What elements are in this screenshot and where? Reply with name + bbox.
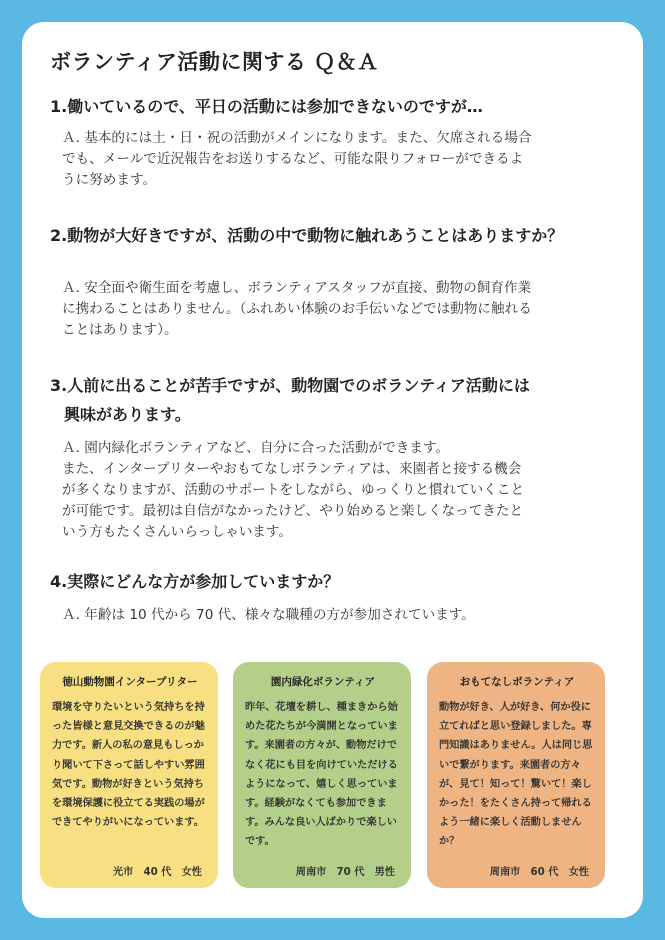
answer-1-line: でも、メールで近況報告をお送りするなど、可能な限りフォローができるよ	[62, 151, 524, 167]
testimonial-hospitality	[427, 662, 605, 888]
testimonial-body: 昨年、花壇を耕し、種まきから始めた花たちが今満開となっています。来園者の方々が、動物だけでなく花にも目を向けていただけるようになって、嬉しく思っています。経験がなくても参加できます。みんな良い人ばかりで楽しいです。	[245, 702, 398, 848]
question-3	[50, 371, 625, 429]
testimonial-signature: 周南市 60 代 女性	[489, 867, 589, 878]
answer-1	[62, 128, 627, 191]
testimonial-signature: 周南市 70 代 男性	[295, 867, 395, 878]
answer-1-line: Ａ. 基本的には土・日・祝の活動がメインになります。また、欠席される場合	[62, 130, 532, 146]
testimonial-heading: 徳山動物園インタープリター	[62, 676, 198, 688]
answer-2-line: に携わることはありません。（ふれあい体験のお手伝いなどでは動物に触れる	[62, 301, 532, 317]
answer-3	[62, 438, 627, 543]
question-1	[50, 92, 625, 121]
question-4	[50, 567, 625, 596]
testimonial-body: 動物が好き、人が好き、何か役に立てればと思い登録しました。専門知識はありません。人は同じ思いで繋がります。来園者の方々が、見て！知って！驚いて！楽しかった！をたくさん持って帰れるよう一緒に楽しく活動しませんか？	[439, 702, 593, 848]
question-2	[50, 221, 625, 250]
answer-4	[62, 605, 627, 626]
testimonial-greening	[233, 662, 411, 888]
answer-3-line: が多くなりますが、活動のサポートをしながら、ゆっくりと慣れていくこと	[62, 482, 525, 498]
question-3-line: 3.人前に出ることが苦手ですが、動物園でのボランティア活動には	[50, 376, 530, 395]
question-4-line: 4.実際にどんな方が参加していますか？	[50, 572, 340, 591]
question-1-line: 1.働いているので、平日の活動には参加できないのですが…	[50, 97, 483, 116]
answer-2	[62, 278, 627, 341]
answer-4-line: Ａ. 年齢は 10 代から 70 代、様々な職種の方が参加されています。	[62, 607, 475, 623]
answer-1-line: うに努めます。	[62, 172, 157, 188]
page-title: ボランティア活動に関する Ｑ＆Ａ	[50, 50, 379, 74]
answer-3-line: が可能です。最初は自信がなかったけど、やり始めると楽しくなってきたと	[62, 503, 524, 519]
testimonial-signature: 光市 40 代 女性	[112, 867, 202, 878]
answer-2-line: ことはあります）。	[62, 322, 178, 338]
testimonial-heading: 園内緑化ボランティア	[270, 676, 376, 688]
answer-3-line: Ａ. 園内緑化ボランティアなど、自分に合った活動ができます。	[62, 440, 450, 456]
testimonial-interpreter	[40, 662, 218, 888]
testimonial-body: 環境を守りたいという気持ちを持った皆様と意見交換できるのが魅力です。新人の私の意見もしっかり聞いて下さって話しやすい雰囲気です。動物が好きという気持ちを環境保護に役立てる実践の場ができてやりがいになっています。	[52, 702, 205, 829]
answer-2-line: Ａ. 安全面や衛生面を考慮し、ボランティアスタッフが直接、動物の飼育作業	[62, 280, 532, 296]
qa-card	[22, 22, 643, 918]
answer-3-line: また、インタープリターやおもてなしボランティアは、来園者と接する機会	[62, 461, 522, 477]
question-3-line: 興味があります。	[64, 405, 191, 424]
testimonial-heading: おもてなしボランティア	[459, 676, 575, 688]
question-2-line: 2.動物が大好きですが、活動の中で動物に触れあうことはありますか？	[50, 226, 564, 245]
answer-3-line: いう方もたくさんいらっしゃいます。	[62, 524, 293, 540]
